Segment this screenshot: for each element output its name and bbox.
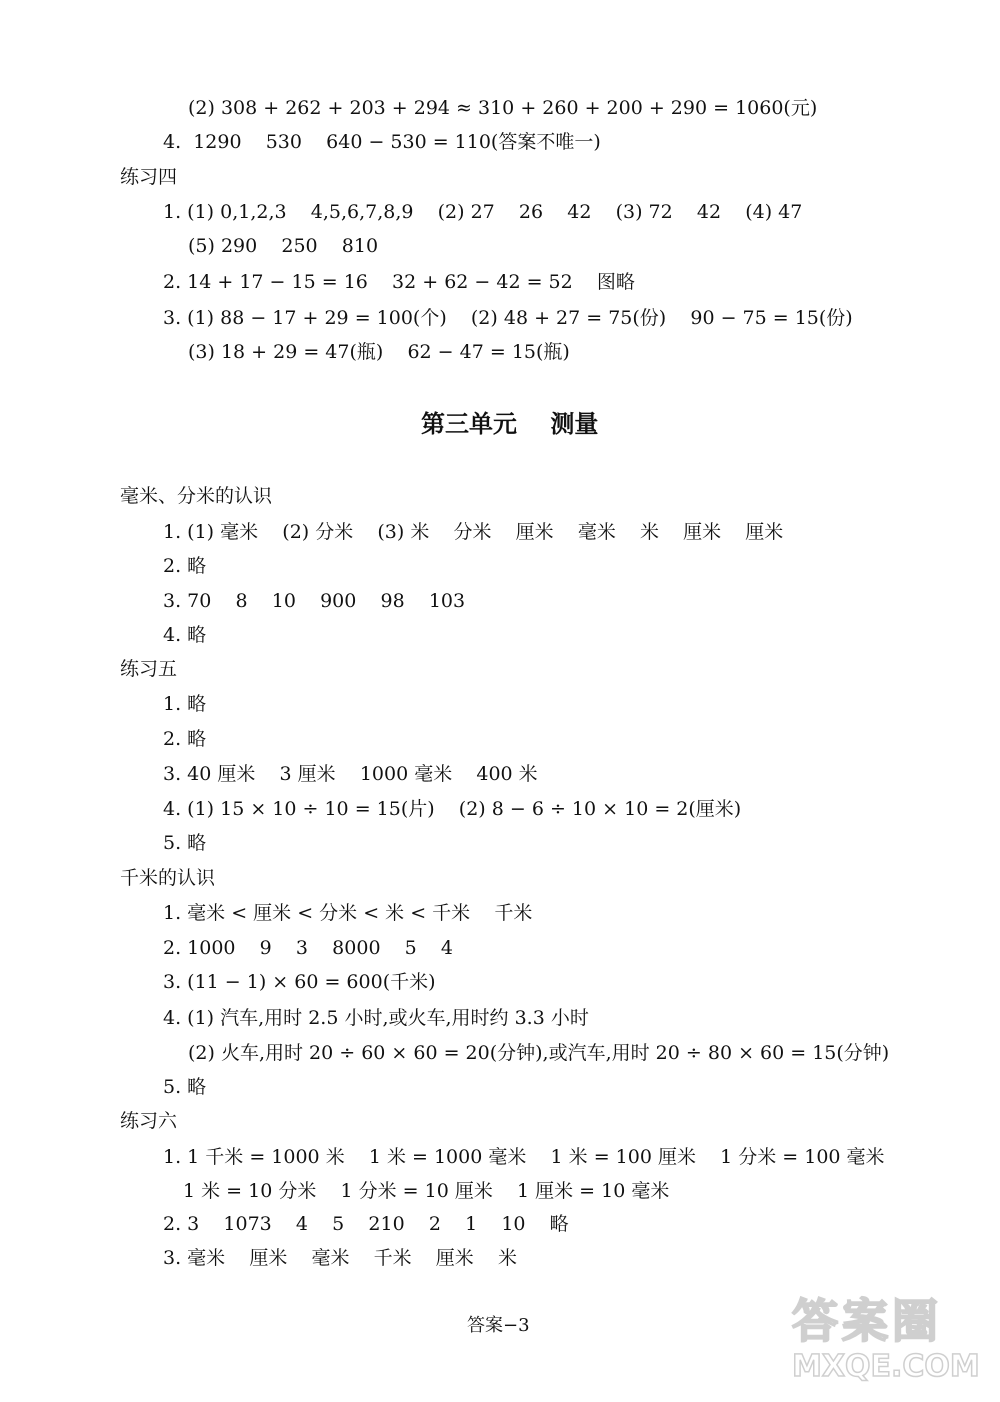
answer-line: 4. (1) 汽车,用时 2.5 小时,或火车,用时约 3.3 小时 [163, 1007, 589, 1029]
page-number: 答案−3 [467, 1315, 530, 1336]
answer-line: 2. 14 + 17 − 15 = 16 32 + 62 − 42 = 52 图略 [163, 271, 635, 293]
answer-line: 3. 70 8 10 900 98 103 [163, 590, 466, 612]
answer-line: (2) 308 + 262 + 203 + 294 ≈ 310 + 260 + 200 + 290 = 1060(元) [188, 97, 818, 119]
answer-line: 3. (1) 88 − 17 + 29 = 100(个) (2) 48 + 27 = 75(份) 90 − 75 = 15(份) [163, 307, 853, 329]
answer-line: 4. 1290 530 640 − 530 = 110(答案不唯一) [163, 131, 601, 153]
answer-line: 2. 略 [163, 555, 207, 577]
section-heading: 练习六 [120, 1110, 178, 1132]
section-heading: 练习五 [120, 658, 178, 680]
watermark-text: 答案圈 [792, 1294, 942, 1348]
answer-line: 2. 3 1073 4 5 210 2 1 10 略 [163, 1213, 569, 1235]
answer-line: 5. 略 [163, 832, 207, 854]
answer-line: (3) 18 + 29 = 47(瓶) 62 − 47 = 15(瓶) [188, 341, 570, 363]
answer-line: 2. 1000 9 3 8000 5 4 [163, 937, 454, 959]
watermark-url: MXQE.COM [792, 1349, 980, 1384]
answer-line: (5) 290 250 810 [188, 235, 379, 257]
answer-line: 4. (1) 15 × 10 ÷ 10 = 15(片) (2) 8 − 6 ÷ 10 × 10 = 2(厘米) [163, 798, 742, 820]
answer-line: 1. (1) 0,1,2,3 4,5,6,7,8,9 (2) 27 26 42 (3) 72 42 (4) 47 [163, 201, 803, 223]
section-heading: 练习四 [120, 166, 178, 188]
answer-line: 1. (1) 毫米 (2) 分米 (3) 米 分米 厘米 毫米 米 厘米 厘米 [163, 521, 784, 543]
answer-line: 3. 40 厘米 3 厘米 1000 毫米 400 米 [163, 763, 538, 785]
watermark-logo [792, 1296, 982, 1388]
answer-line: 1. 毫米 < 厘米 < 分米 < 米 < 千米 千米 [163, 902, 533, 924]
section-heading: 千米的认识 [120, 867, 216, 889]
answer-line: 1 米 = 10 分米 1 分米 = 10 厘米 1 厘米 = 10 毫米 [183, 1180, 670, 1202]
answer-line: 3. 毫米 厘米 毫米 千米 厘米 米 [163, 1247, 517, 1269]
unit-title: 第三单元 测量 [421, 410, 599, 438]
answer-line: 2. 略 [163, 728, 207, 750]
answer-line: (2) 火车,用时 20 ÷ 60 × 60 = 20(分钟),或汽车,用时 20 ÷ 80 × 60 = 15(分钟) [188, 1042, 890, 1064]
answer-line: 3. (11 − 1) × 60 = 600(千米) [163, 971, 436, 993]
answer-line: 1. 1 千米 = 1000 米 1 米 = 1000 毫米 1 米 = 100 厘米 1 分米 = 100 毫米 [163, 1146, 885, 1168]
answer-line: 5. 略 [163, 1076, 207, 1098]
answer-line: 1. 略 [163, 693, 207, 715]
answer-line: 4. 略 [163, 624, 207, 646]
section-heading: 毫米、分米的认识 [120, 485, 273, 507]
